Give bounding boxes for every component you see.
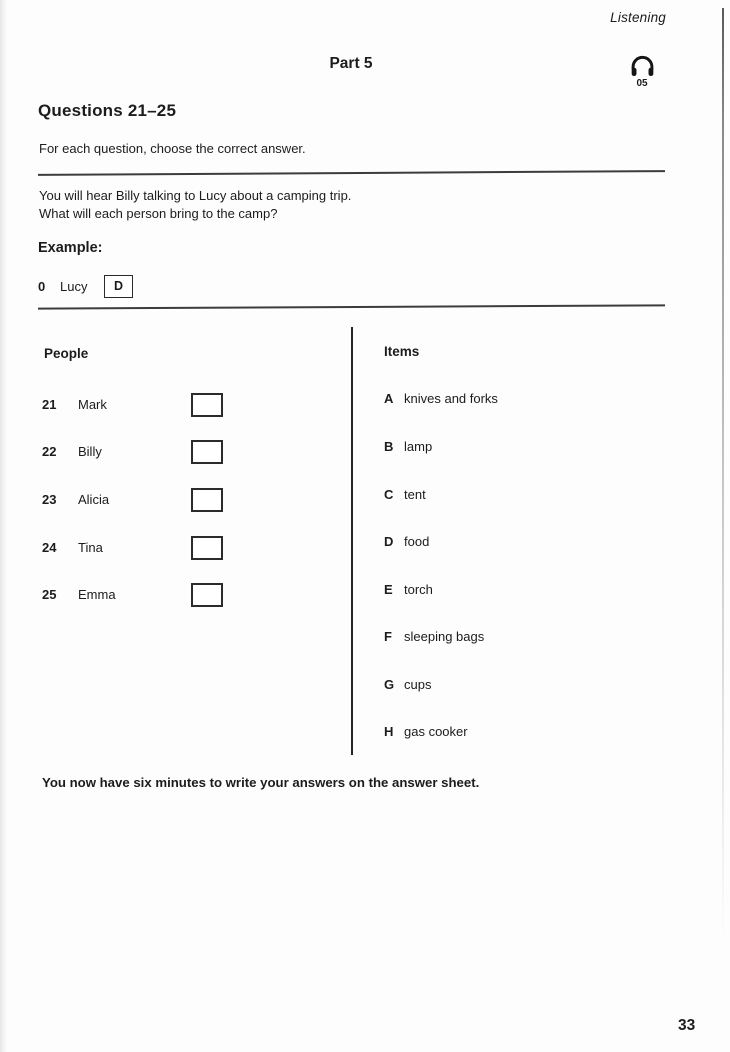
item-option-D bbox=[384, 534, 684, 550]
item-option-G bbox=[384, 677, 684, 693]
person-name: Mark bbox=[78, 397, 107, 412]
option-letter: E bbox=[384, 582, 393, 597]
answer-box-22[interactable] bbox=[191, 440, 223, 464]
footer-instruction: You now have six minutes to write your answers on the answer sheet. bbox=[42, 775, 480, 790]
item-option-A bbox=[384, 391, 684, 407]
answer-box-21[interactable] bbox=[191, 393, 223, 417]
item-option-B bbox=[384, 439, 684, 455]
scan-edge-right bbox=[722, 8, 724, 993]
question-number: 24 bbox=[42, 540, 57, 555]
option-text: gas cooker bbox=[404, 724, 468, 739]
option-letter: D bbox=[384, 534, 394, 549]
option-letter: B bbox=[384, 439, 394, 454]
context-text bbox=[39, 187, 351, 223]
option-text: cups bbox=[404, 677, 432, 692]
part-title: Part 5 bbox=[329, 55, 373, 72]
question-number: 23 bbox=[42, 492, 57, 507]
example-number: 0 bbox=[38, 278, 46, 294]
question-row-24 bbox=[42, 536, 332, 559]
context-line-1: You will hear Billy talking to Lucy about a camping trip. bbox=[39, 188, 352, 203]
option-letter: F bbox=[384, 629, 392, 644]
example-row bbox=[38, 274, 133, 298]
scan-edge-left bbox=[0, 0, 7, 1052]
column-divider bbox=[351, 327, 353, 755]
item-option-C bbox=[384, 487, 684, 503]
option-letter: G bbox=[384, 677, 395, 692]
headphones-icon bbox=[626, 55, 658, 78]
audio-block bbox=[626, 55, 658, 89]
person-name: Alicia bbox=[78, 492, 110, 507]
person-name: Emma bbox=[78, 587, 116, 602]
question-row-22 bbox=[42, 440, 332, 463]
answer-box-25[interactable] bbox=[191, 583, 223, 607]
item-option-E bbox=[384, 582, 684, 598]
option-text: food bbox=[404, 534, 430, 549]
context-line-2: What will each person bring to the camp? bbox=[39, 206, 278, 221]
person-name: Billy bbox=[78, 444, 102, 459]
item-option-F bbox=[384, 629, 684, 645]
instruction-text: For each question, choose the correct answer. bbox=[39, 141, 306, 156]
items-heading: Items bbox=[384, 344, 420, 359]
option-text: lamp bbox=[404, 439, 433, 454]
answer-box-24[interactable] bbox=[191, 536, 223, 560]
audio-track-number: 05 bbox=[636, 78, 648, 89]
questions-heading: Questions 21–25 bbox=[38, 101, 177, 120]
option-text: sleeping bags bbox=[404, 629, 485, 644]
example-name: Lucy bbox=[60, 278, 88, 294]
people-heading: People bbox=[44, 346, 89, 361]
option-letter: A bbox=[384, 391, 394, 406]
person-name: Tina bbox=[78, 540, 103, 555]
answer-box-23[interactable] bbox=[191, 488, 223, 512]
question-number: 21 bbox=[42, 397, 57, 412]
option-letter: H bbox=[384, 724, 394, 739]
divider-example bbox=[38, 304, 665, 309]
question-row-23 bbox=[42, 488, 332, 511]
section-label: Listening bbox=[610, 10, 666, 25]
item-option-H bbox=[384, 724, 684, 740]
divider-top bbox=[38, 170, 665, 176]
option-text: knives and forks bbox=[404, 391, 498, 406]
question-row-25 bbox=[42, 583, 332, 606]
page-number: 33 bbox=[678, 1017, 696, 1034]
example-answer-box: D bbox=[104, 275, 133, 298]
question-number: 22 bbox=[42, 444, 57, 459]
option-text: torch bbox=[404, 582, 433, 597]
option-letter: C bbox=[384, 487, 394, 502]
example-label: Example: bbox=[38, 240, 103, 256]
question-number: 25 bbox=[42, 587, 57, 602]
question-row-21 bbox=[42, 393, 332, 416]
option-text: tent bbox=[404, 487, 426, 502]
